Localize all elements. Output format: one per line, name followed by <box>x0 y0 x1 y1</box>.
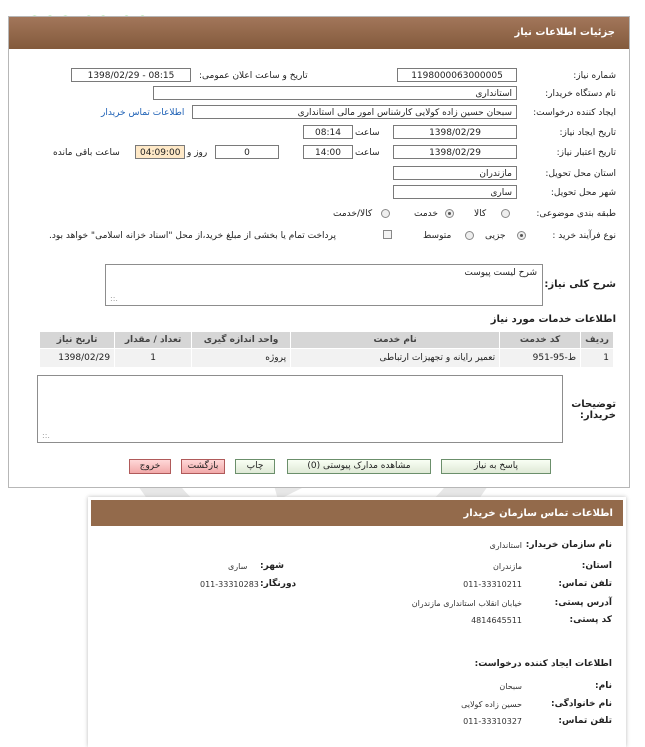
process-minor-radio[interactable] <box>517 231 526 240</box>
col-date-header: تاریخ نیاز <box>40 332 115 349</box>
description-label: شرح کلی نیاز: <box>544 279 616 290</box>
description-textarea <box>105 264 543 306</box>
contact-org-value: استانداری <box>489 541 522 550</box>
exit-button[interactable]: خروج <box>129 459 171 474</box>
services-table <box>39 331 614 368</box>
contact-title-bar <box>91 500 623 526</box>
created-time-field: 08:14 <box>303 125 353 139</box>
city-field: ساری <box>393 185 517 199</box>
requester-field: سبحان حسین زاده کولایی کارشناس امور مالی استانداری <box>192 105 517 119</box>
contact-phone-label: تلفن تماس: <box>558 579 612 589</box>
cell-unit: پروژه <box>192 349 291 368</box>
creator-name-value: سبحان <box>499 682 522 691</box>
col-code-header: کد خدمت <box>500 332 581 349</box>
city-label: شهر محل تحویل: <box>550 188 616 198</box>
view-attachments-button[interactable]: مشاهده مدارک پیوستی (0) <box>287 459 431 474</box>
days-label: روز و <box>187 148 208 158</box>
creator-family-label: نام خانوادگی: <box>550 699 612 709</box>
remaining-time-field: 04:09:00 <box>135 145 185 159</box>
resize-grip-icon: .:: <box>110 294 118 303</box>
buyer-notes-textarea <box>37 375 563 443</box>
contact-fax-label: دورنگار: <box>260 579 297 589</box>
description-value: شرح لیست پیوست <box>464 268 537 278</box>
creator-family-value: حسین زاده کولایی <box>461 700 522 709</box>
category-option-service-label: خدمت <box>414 209 438 219</box>
resize-grip-icon: .:: <box>42 431 50 440</box>
category-both-radio[interactable] <box>381 209 390 218</box>
contact-city-value: ساری <box>228 562 248 571</box>
panel-title-bar <box>9 17 629 49</box>
creator-phone-label: تلفن تماس: <box>558 716 612 726</box>
contact-city-label: شهر: <box>260 561 284 571</box>
created-date-label: تاریخ ایجاد نیاز: <box>559 128 616 138</box>
contact-address-label: آدرس پستی: <box>554 598 612 608</box>
contact-province-value: مازندران <box>493 562 522 571</box>
category-option-goods-label: کالا <box>474 209 487 219</box>
need-details-panel <box>8 16 630 488</box>
col-name-header: نام خدمت <box>291 332 500 349</box>
days-remaining-field: 0 <box>215 145 279 159</box>
validity-time-label: ساعت <box>355 148 380 158</box>
creator-phone-value: 011-33310327 <box>463 717 522 726</box>
cell-qty: 1 <box>115 349 192 368</box>
announce-label: تاریخ و ساعت اعلان عمومی: <box>199 71 308 81</box>
contact-title: اطلاعات تماس سازمان خریدار <box>463 508 613 519</box>
buyer-contact-card <box>88 497 626 747</box>
buyer-contact-link[interactable]: اطلاعات تماس خریدار <box>101 108 185 118</box>
cell-row: 1 <box>581 349 614 368</box>
created-time-label: ساعت <box>355 128 380 138</box>
contact-fax-value: 011-33310283 <box>200 580 259 589</box>
need-number-field: 1198000063000005 <box>397 68 517 82</box>
contact-address-value: خیابان انقلاب استانداری مازندران <box>411 599 522 608</box>
col-unit-header: واحد اندازه گیری <box>192 332 291 349</box>
treasury-payment-checkbox[interactable] <box>383 230 392 239</box>
table-row <box>40 349 614 368</box>
creator-section-title: اطلاعات ایجاد کننده درخواست: <box>474 659 612 669</box>
process-medium-radio[interactable] <box>465 231 474 240</box>
cell-date: 1398/02/29 <box>40 349 115 368</box>
province-field: مازندران <box>393 166 517 180</box>
payment-note: پرداخت تمام یا بخشی از مبلغ خرید،از محل "اسناد خزانه اسلامی" خواهد بود. <box>49 231 337 241</box>
cell-name: تعمیر رایانه و تجهیزات ارتباطی <box>291 349 500 368</box>
province-label: استان محل تحویل: <box>545 169 616 179</box>
category-service-radio[interactable] <box>445 209 454 218</box>
contact-org-label: نام سازمان خریدار: <box>525 540 612 550</box>
need-number-label: شماره نیاز: <box>573 71 616 81</box>
buyer-notes-label: توضیحات خریدار: <box>571 399 616 421</box>
col-row-header: ردیف <box>581 332 614 349</box>
buyer-org-field: استانداری <box>153 86 517 100</box>
back-button[interactable]: بازگشت <box>181 459 225 474</box>
contact-phone-value: 011-33310211 <box>463 580 522 589</box>
requester-label: ایجاد کننده درخواست: <box>533 108 616 118</box>
reply-button[interactable]: پاسخ به نیاز <box>441 459 551 474</box>
panel-title: جزئیات اطلاعات نیاز <box>514 27 615 38</box>
announce-field: 1398/02/29 - 08:15 <box>71 68 191 82</box>
validity-date-field: 1398/02/29 <box>393 145 517 159</box>
services-title: اطلاعات خدمات مورد نیاز <box>490 314 616 325</box>
creator-name-label: نام: <box>595 681 612 691</box>
services-header-row <box>40 332 614 349</box>
validity-date-label: تاریخ اعتبار نیاز: <box>556 148 616 158</box>
process-type-label: نوع فرآیند خرید : <box>552 231 616 241</box>
process-option-medium-label: متوسط <box>423 231 452 241</box>
print-button[interactable]: چاپ <box>235 459 275 474</box>
buyer-org-label: نام دستگاه خریدار: <box>545 89 616 99</box>
category-goods-radio[interactable] <box>501 209 510 218</box>
contact-postal-label: کد پستی: <box>569 615 612 625</box>
category-label: طبقه بندی موضوعی: <box>536 209 616 219</box>
col-qty-header: تعداد / مقدار <box>115 332 192 349</box>
cell-code: ط-95-951 <box>500 349 581 368</box>
category-option-both-label: کالا/خدمت <box>333 209 373 219</box>
process-option-minor-label: جزیی <box>485 231 506 241</box>
contact-postal-value: 4814645511 <box>471 616 522 625</box>
created-date-field: 1398/02/29 <box>393 125 517 139</box>
remaining-label: ساعت باقی مانده <box>53 148 120 158</box>
contact-province-label: استان: <box>581 561 612 571</box>
validity-time-field: 14:00 <box>303 145 353 159</box>
